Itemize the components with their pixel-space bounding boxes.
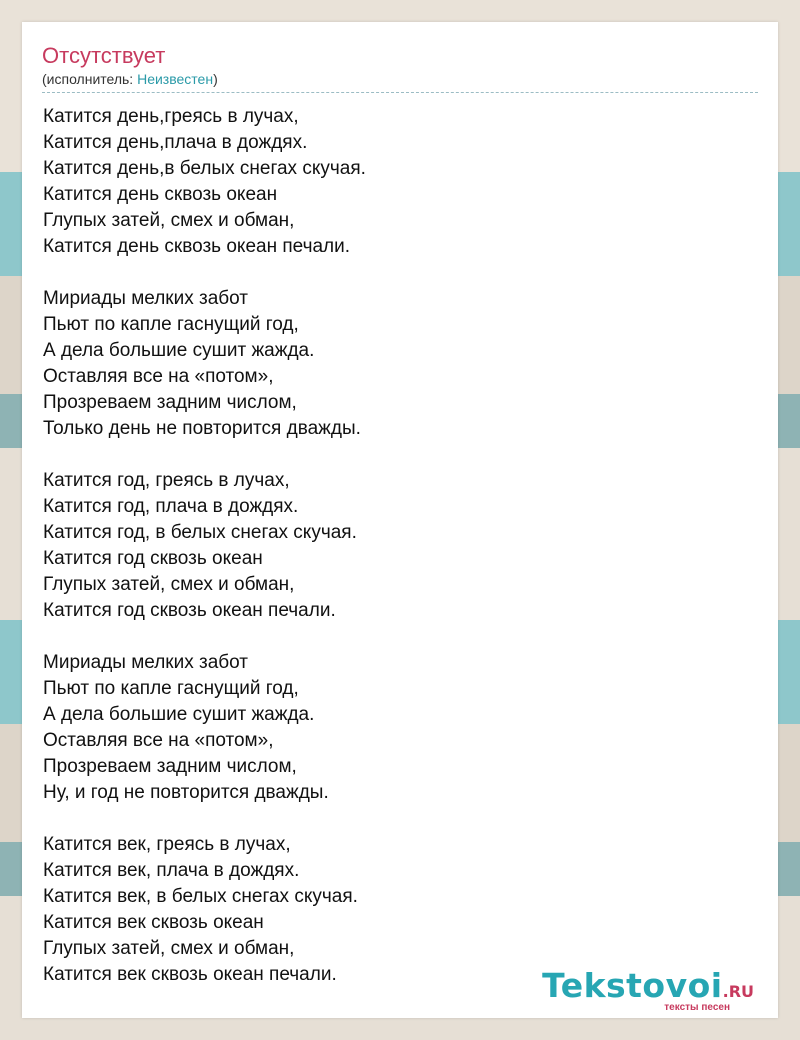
lyric-line: Катится век, плача в дождях.: [43, 860, 300, 881]
brand-tagline: тексты песен: [664, 1002, 730, 1013]
lyric-line: Катится день,греясь в лучах,: [43, 106, 299, 127]
song-title: Отсутствует: [42, 43, 166, 68]
brand-name: Tekstovoi: [542, 966, 723, 1005]
lyric-line: Катится век, греясь в лучах,: [43, 834, 291, 855]
lyric-line: Катится век сквозь океан печали.: [43, 964, 337, 985]
lyric-line: Мириады мелких забот: [43, 288, 249, 309]
artist-prefix: (исполнитель:: [42, 71, 138, 87]
artist-link[interactable]: Неизвестен: [137, 71, 214, 87]
lyric-line: Ну, и год не повторится дважды.: [43, 782, 329, 803]
lyric-line: А дела большие сушит жажда.: [43, 340, 315, 361]
artist-suffix: ): [213, 71, 218, 87]
lyric-line: Прозреваем задним числом,: [43, 392, 297, 413]
lyric-line: Катится век, в белых снегах скучая.: [43, 886, 358, 907]
lyric-line: А дела большие сушит жажда.: [43, 704, 315, 725]
lyric-line: Катится год сквозь океан печали.: [43, 600, 336, 621]
lyric-line: Катится год, плача в дождях.: [43, 496, 299, 517]
lyric-line: Катится век сквозь океан: [43, 912, 264, 933]
lyric-line: Катится год сквозь океан: [43, 548, 263, 569]
lyric-line: Мириады мелких забот: [43, 652, 249, 673]
lyric-line: Катится день,в белых снегах скучая.: [43, 158, 366, 179]
lyric-line: Оставляя все на «потом»,: [43, 730, 274, 751]
lyric-line: Глупых затей, смех и обман,: [43, 938, 295, 959]
lyric-line: Прозреваем задним числом,: [43, 756, 297, 777]
stanza: [43, 832, 758, 988]
stanza: [43, 104, 758, 260]
site-logo[interactable]: [542, 966, 766, 1018]
lyric-line: Катится день сквозь океан печали.: [43, 236, 351, 257]
lyric-line: Пьют по капле гаснущий год,: [43, 678, 299, 699]
stanza: [43, 650, 758, 806]
lyric-line: Катится день сквозь океан: [43, 184, 278, 205]
lyric-line: Катится день,плача в дождях.: [43, 132, 308, 153]
artist-line: [42, 70, 758, 88]
lyric-line: Глупых затей, смех и обман,: [43, 210, 295, 231]
song-header: [42, 42, 758, 93]
stanza: [43, 468, 758, 624]
lyric-line: Катится год, греясь в лучах,: [43, 470, 290, 491]
lyric-line: Пьют по капле гаснущий год,: [43, 314, 299, 335]
lyric-line: Глупых затей, смех и обман,: [43, 574, 295, 595]
lyrics-body: [43, 104, 758, 1014]
lyric-line: Оставляя все на «потом»,: [43, 366, 274, 387]
brand-tld: .RU: [722, 982, 754, 1001]
lyrics-sheet: [22, 22, 778, 1018]
stanza: [43, 286, 758, 442]
lyric-line: Катится год, в белых снегах скучая.: [43, 522, 357, 543]
lyric-line: Только день не повторится дважды.: [43, 418, 361, 439]
